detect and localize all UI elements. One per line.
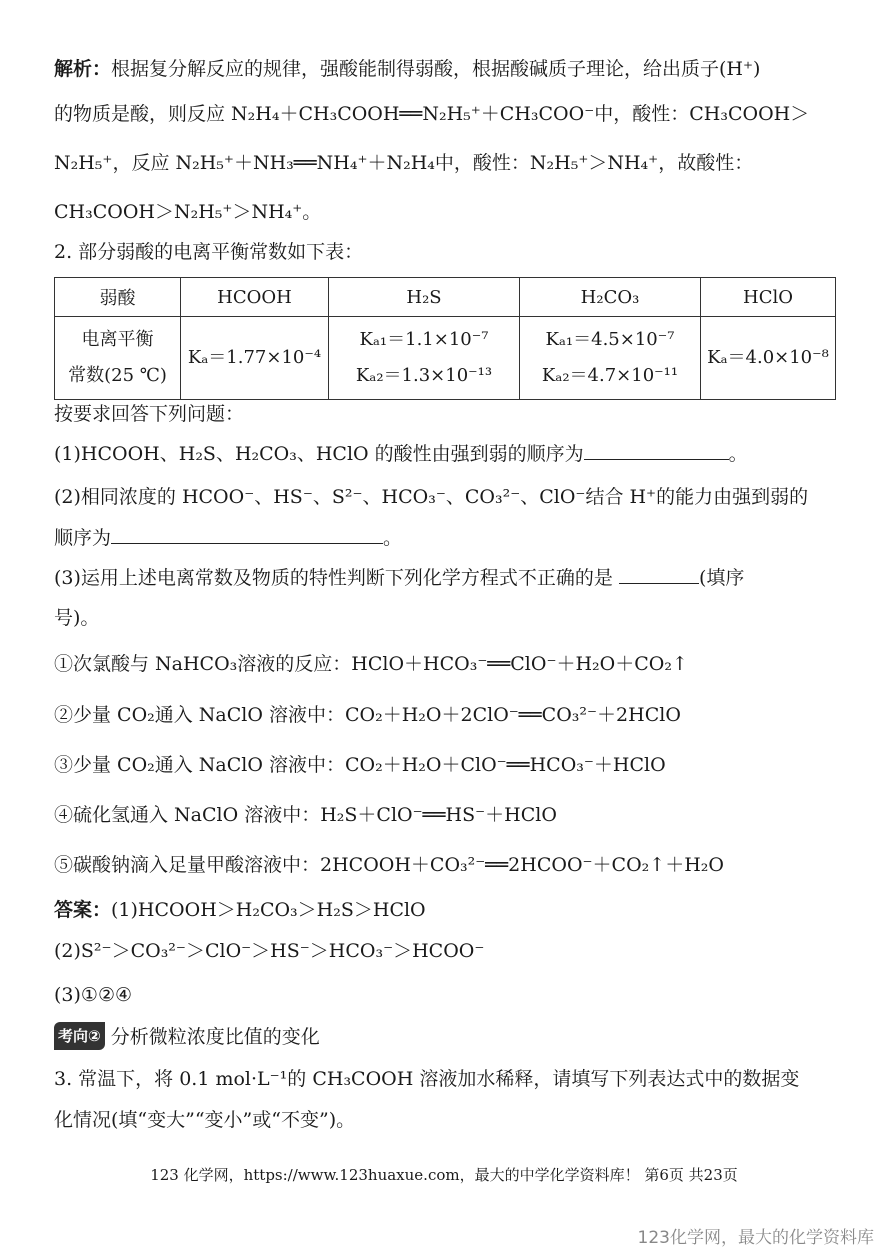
- section-title: 分析微粒浓度比值的变化: [110, 1026, 320, 1048]
- section-tag: 考向②: [54, 1022, 105, 1050]
- table-header-cell: HClO: [701, 278, 836, 317]
- answer-3: (3)①②④: [54, 984, 133, 1006]
- page-footer: 123 化学网，https://www.123huaxue.com，最大的中学化学资料库！ 第6页 共23页: [150, 1166, 738, 1184]
- table-header-cell: HCOOH: [181, 278, 329, 317]
- sub-question-1-end: 。: [728, 443, 748, 465]
- option-5: ⑤碳酸钠滴入足量甲酸溶液中：2HCOOH＋CO₃²⁻══2HCOO⁻＋CO₂↑＋H₂O: [54, 854, 724, 876]
- table-cell-hclo: Kₐ＝4.0×10⁻⁸: [701, 317, 836, 400]
- table-header-row: [55, 278, 836, 317]
- answer-line-1: [54, 897, 848, 923]
- answer-1: (1)HCOOH＞H₂CO₃＞H₂S＞HClO: [111, 899, 426, 921]
- analysis-text-1: 根据复分解反应的规律，强酸能制得弱酸，根据酸碱质子理论，给出质子(H⁺): [111, 58, 761, 80]
- sub-question-2-continued: [54, 525, 848, 551]
- answer-blank-3[interactable]: [619, 565, 699, 584]
- option-1: ①次氯酸与 NaHCO₃溶液的反应：HClO＋HCO₃⁻══ClO⁻＋H₂O＋CO₂↑: [54, 653, 688, 675]
- section-heading: [54, 1022, 848, 1050]
- h2co3-ka1: Kₐ₁＝4.5×10⁻⁷: [545, 329, 675, 350]
- h2s-ka1: Kₐ₁＝1.1×10⁻⁷: [359, 329, 489, 350]
- table-cell-h2s: [329, 317, 520, 400]
- ionization-constant-table: [54, 277, 836, 400]
- sub-question-2-prefix: 顺序为: [54, 527, 112, 549]
- table-header-cell: 弱酸: [55, 278, 181, 317]
- table-cell-hcooh: Kₐ＝1.77×10⁻⁴: [181, 317, 329, 400]
- sub-question-1-text: (1)HCOOH、H₂S、H₂CO₃、HClO 的酸性由强到弱的顺序为: [54, 443, 584, 465]
- option-2: ②少量 CO₂通入 NaClO 溶液中：CO₂＋H₂O＋2ClO⁻══CO₃²⁻＋2HClO: [54, 704, 681, 726]
- option-4: ④硫化氢通入 NaClO 溶液中：H₂S＋ClO⁻══HS⁻＋HClO: [54, 804, 557, 826]
- question-3-line-1: 3. 常温下，将 0.1 mol·L⁻¹的 CH₃COOH 溶液加水稀释，请填写下列表达式中的数据变: [54, 1068, 800, 1090]
- sub-question-3-text: (3)运用上述电离常数及物质的特性判断下列化学方程式不正确的是: [54, 567, 613, 589]
- analysis-line-1: [54, 56, 848, 82]
- sub-question-2-end: 。: [383, 527, 403, 549]
- analysis-line-2: 的物质是酸，则反应 N₂H₄＋CH₃COOH══N₂H₅⁺＋CH₃COO⁻中，酸性：CH₃COOH＞: [54, 103, 810, 125]
- table-cell-h2co3: [520, 317, 701, 400]
- sub-question-3: [54, 565, 848, 591]
- question-prompt: 按要求回答下列问题：: [54, 403, 245, 425]
- table-header-cell: H₂CO₃: [520, 278, 701, 317]
- h2s-ka2: Kₐ₂＝1.3×10⁻¹³: [355, 365, 493, 386]
- sub-question-3-continued: 号)。: [54, 607, 100, 629]
- watermark: 123化学网，最大的化学资料库: [637, 1228, 874, 1248]
- h2co3-ka2: Kₐ₂＝4.7×10⁻¹¹: [541, 365, 679, 386]
- table-row: [55, 317, 836, 400]
- option-3: ③少量 CO₂通入 NaClO 溶液中：CO₂＋H₂O＋ClO⁻══HCO₃⁻＋HClO: [54, 754, 666, 776]
- answer-label: 答案：: [54, 899, 112, 921]
- answer-blank-2[interactable]: [111, 525, 383, 544]
- analysis-line-3: N₂H₅⁺，反应 N₂H₅⁺＋NH₃══NH₄⁺＋N₂H₄中，酸性：N₂H₅⁺＞NH₄⁺，故酸性：: [54, 152, 754, 174]
- question-3-line-2: 化情况(填“变大”“变小”或“不变”)。: [54, 1109, 356, 1131]
- answer-2: (2)S²⁻＞CO₃²⁻＞ClO⁻＞HS⁻＞HCO₃⁻＞HCOO⁻: [54, 940, 485, 962]
- analysis-line-4: CH₃COOH＞N₂H₅⁺＞NH₄⁺。: [54, 201, 322, 223]
- question-2-intro: 2. 部分弱酸的电离平衡常数如下表：: [54, 241, 364, 263]
- table-header-cell: H₂S: [329, 278, 520, 317]
- sub-question-2: (2)相同浓度的 HCOO⁻、HS⁻、S²⁻、HCO₃⁻、CO₃²⁻、ClO⁻结合 H⁺的能力由强到弱的: [54, 486, 809, 508]
- sub-question-3-end: (填序: [698, 567, 745, 589]
- answer-blank-1[interactable]: [584, 441, 729, 460]
- table-row-label: [55, 317, 181, 400]
- sub-question-1: [54, 441, 848, 467]
- row-label-line-1: 电离平衡: [81, 329, 154, 350]
- row-label-line-2: 常数(25 ℃): [68, 365, 167, 386]
- analysis-label: 解析：: [54, 58, 112, 80]
